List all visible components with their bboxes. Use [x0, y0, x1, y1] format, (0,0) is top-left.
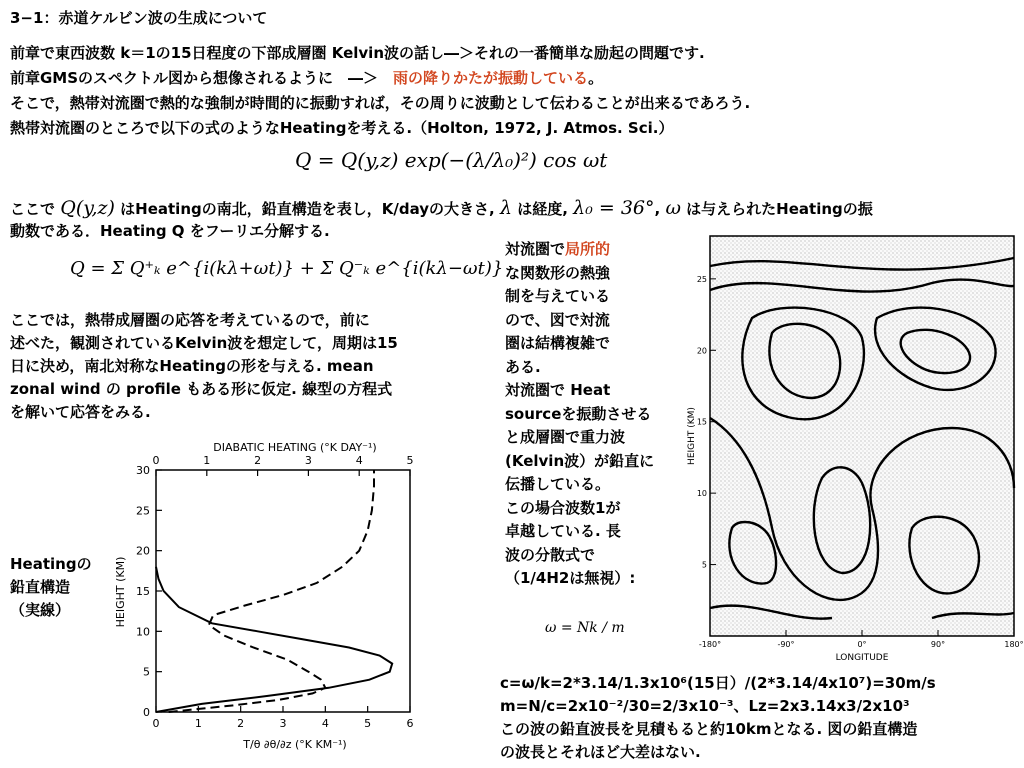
heating-solid-series [156, 567, 392, 712]
y-tick-label: 20 [136, 544, 150, 558]
mid-line: 波の分散式で [505, 545, 596, 564]
mid-line: この場合波数1が [505, 498, 621, 517]
fourier-equation: Q = Σ Q⁺ₖ e^{i(kλ+ωt)} + Σ Q⁻ₖ e^{i(kλ−ωt)} [70, 258, 504, 279]
paragraph-line: 述べた，観測されているKelvin波を想定して，周期は15 [10, 334, 398, 352]
mid-line: 卓越している. 長 [505, 522, 621, 540]
desc-omega-symbol: ω [665, 197, 681, 219]
heating-structure-label [10, 553, 92, 622]
desc-pre: ここで [10, 200, 56, 218]
chart-bottom-axis-label: T/θ ∂θ/∂z (°K KM⁻¹) [243, 738, 347, 751]
map-x-tick-label: 90° [930, 640, 946, 649]
map-y-tick-label: 25 [696, 274, 707, 284]
y-tick-label: 10 [136, 625, 150, 639]
intro-line-2-post: 。 [588, 69, 604, 87]
y-tick-label: 0 [143, 706, 150, 719]
map-x-tick-label: -180° [698, 640, 722, 649]
y-tick-label: 30 [136, 464, 150, 477]
desc-q-symbol: Q(y,z) [60, 197, 115, 219]
map-y-tick-label: 10 [696, 489, 707, 499]
dispersion-relation: ω = Nk / m [545, 620, 625, 636]
mid-line: ので、図で対流 [505, 310, 610, 329]
side-label-line: 鉛直構造 [10, 578, 71, 596]
mid-line: ある. [505, 357, 541, 376]
mid-line: な関数形の熱強 [505, 263, 611, 282]
bottom-tick-label: 3 [279, 717, 287, 730]
top-tick-label: 0 [152, 454, 160, 467]
intro-line-4: 熱帯対流圏のところで以下の式のようなHeatingを考える.（Holton, 1972, J. Atmos. Sci.） [10, 119, 674, 137]
intro-line-2 [10, 68, 603, 88]
desc-mid-1: はHeatingの南北，鉛直構造を表し，K/dayの大きさ, [120, 200, 495, 218]
bottom-tick-label: 6 [406, 717, 414, 730]
top-tick-label: 2 [254, 454, 262, 467]
middle-explanation [505, 238, 685, 591]
bottom-line: の波長とそれほど大差はない. [500, 743, 701, 761]
top-tick-label: 3 [304, 454, 312, 467]
mid-line: 伝播している。 [505, 475, 611, 493]
y-tick-label: 15 [136, 585, 150, 598]
map-y-tick-label: 15 [696, 417, 707, 427]
mid-line: (Kelvin波）が鉛直に [505, 451, 655, 470]
bottom-calculation [500, 672, 936, 764]
mid-line-first-highlight: 局所的 [565, 240, 611, 258]
bottom-tick-label: 4 [321, 717, 329, 730]
bottom-line: m=N/c=2x10⁻²/30=2/3x10⁻³、Lz=2x3.14x3/2x10³ [500, 697, 910, 715]
bottom-tick-label: 1 [194, 717, 202, 730]
map-y-tick-label: 20 [696, 346, 707, 356]
top-tick-label: 4 [355, 454, 363, 467]
intro-line-2-pre: 前章GMSのスペクトル図から想像されるように ―＞ [10, 69, 394, 87]
paragraph-line: を解いて応答をみる. [10, 403, 151, 421]
mid-line-first [505, 238, 685, 262]
paragraph-line: 日に決め，南北対称なHeatingの形を与える. mean [10, 357, 374, 375]
intro-line-2-highlight: 雨の降りかたが振動している [393, 69, 589, 87]
chart-y-axis-label: HEIGHT (KM) [114, 556, 127, 628]
desc-lambda0-symbol: λ₀ = 36° [573, 197, 655, 219]
bottom-tick-labels [153, 706, 414, 730]
paragraph-line: zonal wind の profile もある形に仮定. 線型の方程式 [10, 380, 393, 398]
map-x-tick-label: -90° [777, 640, 795, 649]
mid-line: 制を与えている [505, 287, 611, 305]
description-line-1: ここで Q(y,z) はHeatingの南北，鉛直構造を表し，K/dayの大きさ, λ は経度, λ₀ = 36°, ω は与えられたHeatingの振 [10, 197, 873, 219]
y-tick-labels [136, 464, 162, 719]
map-x-tick-label: 0° [857, 640, 867, 649]
map-y-tick-label: 5 [701, 560, 707, 570]
mid-line-first-pre: 対流圏で [505, 240, 566, 258]
y-tick-label: 25 [136, 504, 150, 518]
heating-equation: Q = Q(y,z) exp(−(λ/λ₀)²) cos ωt [295, 148, 608, 172]
intro-line-3: そこで，熱帯対流圏で熱的な強制が時間的に振動すれば，その周りに波動として伝わることが出来るであろう. [10, 94, 751, 112]
top-tick-label: 1 [203, 454, 211, 467]
map-y-axis-label: HEIGHT (KM) [687, 407, 697, 465]
mid-line: sourceを振動させる [505, 404, 652, 423]
map-frame [710, 236, 1014, 636]
intro-line-1: 前章で東西波数 k＝1の15日程度の下部成層圏 Kelvin波の話し―＞それの一番簡単な励起の問題です. [10, 44, 705, 62]
side-label-line: （実線） [10, 601, 71, 619]
mid-line: 圏は結構複雑で [505, 334, 611, 352]
heating-profile-chart [110, 432, 430, 762]
slide-title: 3−1：赤道ケルビン波の生成について [10, 9, 268, 27]
side-label-line: Heatingの [10, 555, 92, 573]
mid-line: 対流圏で Heat [505, 381, 611, 399]
mid-line: （1/4H2は無視）: [505, 569, 636, 587]
description-line-2: 動数である．Heating Q をフーリエ分解する. [10, 222, 330, 240]
mid-line: と成層圏で重力波 [505, 428, 626, 446]
chart-top-axis-label: DIABATIC HEATING (°K DAY⁻¹) [213, 441, 377, 454]
stability-dashed-series [169, 470, 374, 712]
map-x-axis-label: LONGITUDE [835, 653, 889, 663]
response-paragraph [10, 309, 398, 424]
y-tick-label: 5 [143, 665, 150, 679]
bottom-line: この波の鉛直波長を見積もると約10kmとなる. 図の鉛直構造 [500, 720, 918, 738]
bottom-tick-label: 2 [237, 717, 245, 730]
bottom-tick-label: 0 [152, 717, 160, 730]
map-x-tick-label: 180° [1004, 640, 1024, 649]
bottom-line: c=ω/k=2*3.14/1.3x10⁶(15日）/(2*3.14/4x10⁷)=30m/s [500, 674, 936, 692]
paragraph-line: ここでは，熱帯成層圏の応答を考えているので，前に [10, 311, 370, 329]
response-contour-map [672, 228, 1024, 668]
desc-lambda-symbol: λ [499, 197, 512, 219]
bottom-tick-label: 5 [364, 717, 372, 730]
desc-end: は与えられたHeatingの振 [686, 200, 873, 218]
desc-mid-2: は経度, [517, 200, 568, 218]
top-tick-label: 5 [406, 454, 414, 467]
